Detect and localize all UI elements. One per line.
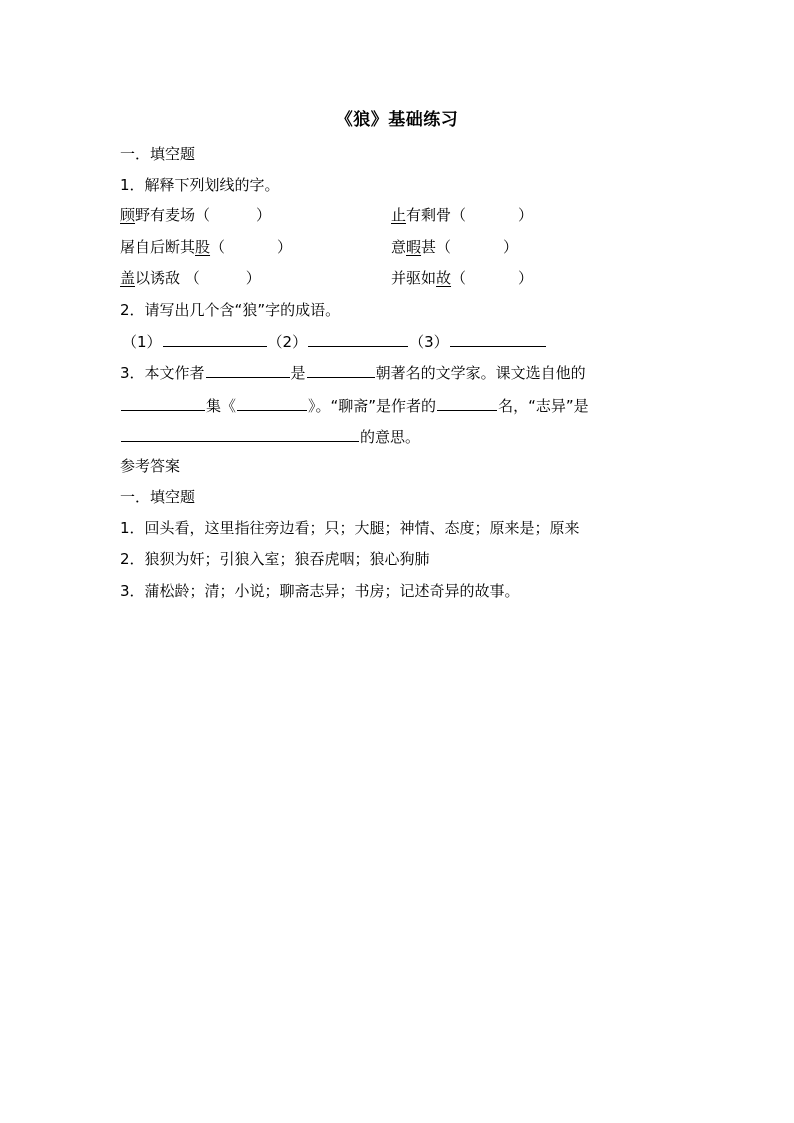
answer-blank[interactable]	[237, 394, 307, 411]
answer-blank[interactable]	[163, 330, 267, 347]
question-3-line-1: 3．本文作者 是 朝著名的文学家。课文选自他的	[120, 361, 586, 384]
underlined-char: 顾	[120, 206, 136, 224]
answers-heading: 参考答案	[120, 457, 181, 475]
answer-blank[interactable]	[437, 394, 497, 411]
answer-blank[interactable]	[307, 361, 375, 378]
q1-item-1: 顾野有麦场（ ）	[120, 206, 272, 224]
answer-1: 1．回头看，这里指往旁边看；只；大腿；神情、态度；原来是；原来	[120, 519, 580, 537]
q1-item-3: 屠自后断其股（ ）	[120, 238, 293, 256]
question-3-line-2: 集《 》。“聊斋”是作者的 名，“志异”是	[120, 394, 589, 417]
underlined-char: 暇	[406, 238, 422, 256]
answer-blank[interactable]	[121, 394, 205, 411]
underlined-char: 故	[436, 269, 452, 287]
underlined-char: 股	[195, 238, 211, 256]
question-2-blanks: （1） （2） （3）	[122, 330, 547, 353]
question-2-label: 2．请写出几个含“狼”字的成语。	[120, 301, 341, 319]
underlined-char: 盖	[120, 269, 136, 287]
answer-blank[interactable]	[308, 330, 408, 347]
underlined-char: 止	[391, 206, 407, 224]
answers-section-heading: 一．填空题	[120, 488, 196, 506]
q1-item-4: 意暇甚（ ）	[391, 238, 519, 256]
answer-blank[interactable]	[450, 330, 546, 347]
q1-item-5: 盖以诱敌 （ ）	[120, 269, 261, 287]
document-title: 《狼》基础练习	[335, 110, 459, 130]
answer-blank[interactable]	[206, 361, 290, 378]
answer-blank[interactable]	[121, 425, 359, 442]
question-1-label: 1．解释下列划线的字。	[120, 176, 280, 194]
answer-3: 3．蒲松龄；清；小说；聊斋志异；书房；记述奇异的故事。	[120, 582, 520, 600]
answer-2: 2．狼狈为奸；引狼入室；狼吞虎咽；狼心狗肺	[120, 550, 430, 568]
q1-item-6: 并驱如故（ ）	[391, 269, 534, 287]
q1-item-2: 止有剩骨（ ）	[391, 206, 534, 224]
section-heading: 一．填空题	[120, 145, 196, 163]
question-3-line-3: 的意思。	[120, 425, 420, 448]
